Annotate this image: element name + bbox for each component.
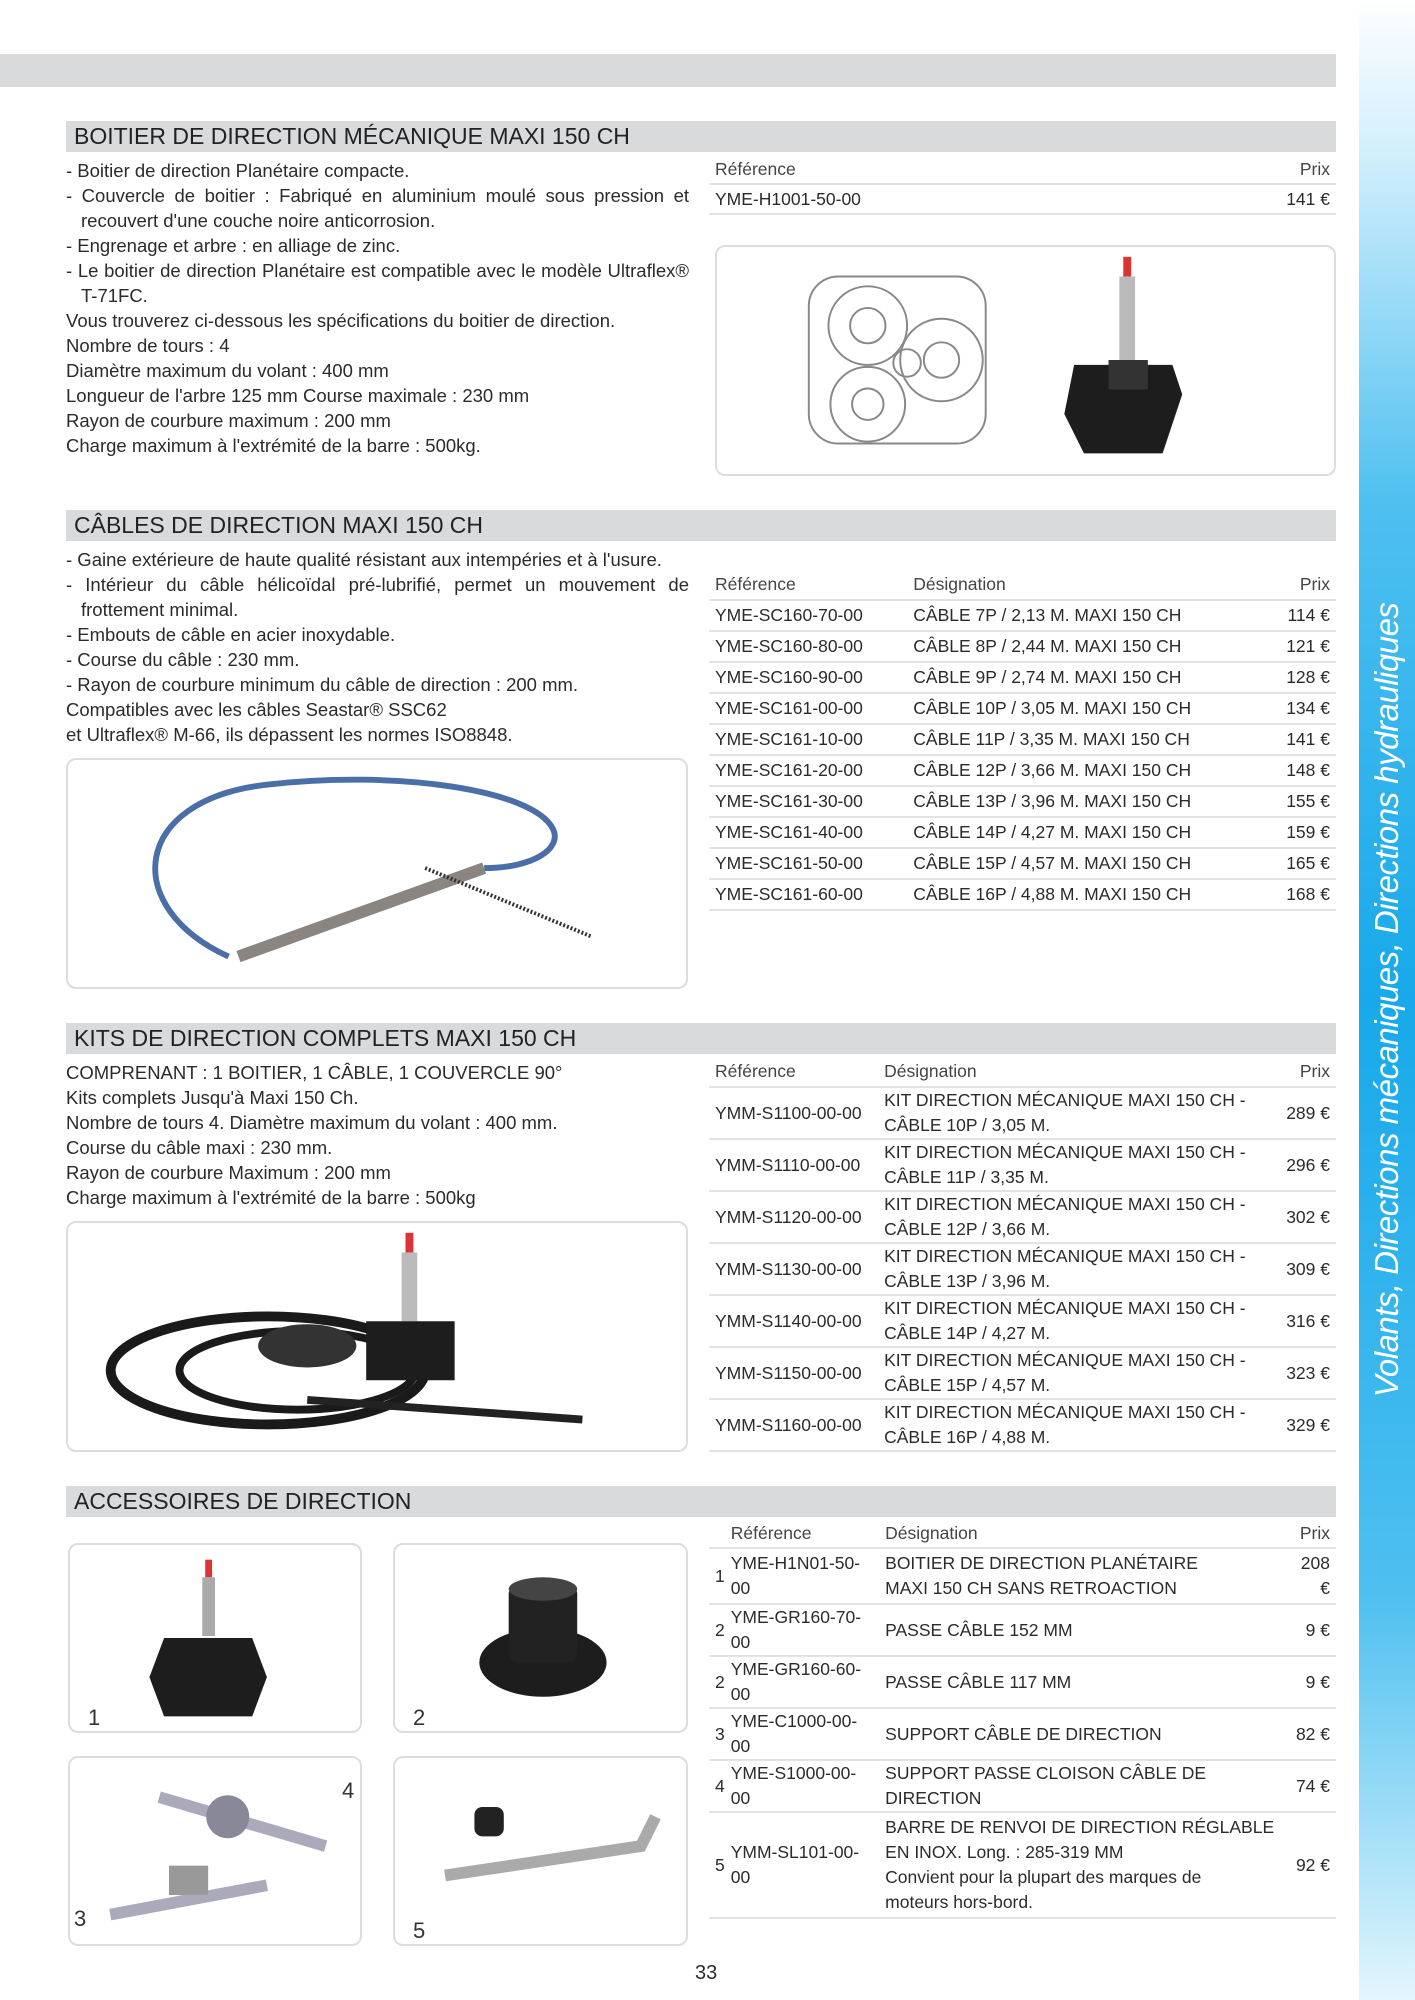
ref: YME-GR160-70-00 [725, 1604, 879, 1656]
col-des: Désignation [878, 1057, 1276, 1087]
spec-line: COMPRENANT : 1 BOITIER, 1 CÂBLE, 1 COUVERCLE 90° [66, 1062, 563, 1083]
prix: 82 € [1282, 1708, 1336, 1760]
des-line: SUPPORT CÂBLE DE DIRECTION [885, 1723, 1162, 1744]
bullet-item: - Embouts de câble en acier inoxydable. [66, 624, 396, 645]
prix: 114 € [1267, 600, 1336, 631]
section-title-boitier: BOITIER DE DIRECTION MÉCANIQUE MAXI 150 CH [66, 121, 1336, 152]
kit-image [66, 1221, 688, 1452]
table-row [709, 724, 1336, 755]
spec-line: et Ultraflex® M-66, ils dépassent les normes ISO8848. [66, 724, 513, 745]
spec-line: Charge maximum à l'extrémité de la barre : 500kg [66, 1187, 476, 1208]
des-line: KIT DIRECTION MÉCANIQUE MAXI 150 CH - [884, 1402, 1246, 1422]
designation [878, 1191, 1276, 1243]
ref: YME-SC160-90-00 [709, 662, 907, 693]
table-row [709, 1191, 1336, 1243]
boitier-image [715, 245, 1336, 476]
des-line: KIT DIRECTION MÉCANIQUE MAXI 150 CH - [884, 1350, 1246, 1370]
accessoires-table [709, 1520, 1336, 1919]
ref: YMM-S1110-00-00 [709, 1139, 878, 1191]
spec-line: Kits complets Jusqu'à Maxi 150 Ch. [66, 1087, 359, 1108]
des: CÂBLE 7P / 2,13 M. MAXI 150 CH [907, 600, 1267, 631]
table-row [709, 1708, 1336, 1760]
col-ref: Référence [709, 156, 1172, 184]
table-row [709, 755, 1336, 786]
des: CÂBLE 12P / 3,66 M. MAXI 150 CH [907, 755, 1267, 786]
table-row [709, 1347, 1336, 1399]
designation [879, 1760, 1282, 1812]
table-row [709, 1243, 1336, 1295]
prix: 289 € [1276, 1087, 1336, 1139]
prix: 92 € [1282, 1812, 1336, 1918]
ref: YME-SC160-70-00 [709, 600, 907, 631]
spec-line: Longueur de l'arbre 125 mm Course maximale : 230 mm [66, 385, 530, 406]
des-line: SUPPORT PASSE CLOISON CÂBLE DE DIRECTION [885, 1763, 1207, 1808]
accessory-label-5: 5 [413, 1918, 426, 1943]
des-line: EN INOX. Long. : 285-319 MM [885, 1842, 1124, 1862]
designation [879, 1656, 1282, 1708]
prix: 128 € [1267, 662, 1336, 693]
des-line: KIT DIRECTION MÉCANIQUE MAXI 150 CH - [884, 1246, 1246, 1266]
des-line: PASSE CÂBLE 117 MM [885, 1671, 1072, 1692]
designation [879, 1548, 1282, 1604]
table-row [709, 1656, 1336, 1708]
table-row [709, 184, 1336, 214]
des-line: KIT DIRECTION MÉCANIQUE MAXI 150 CH - [884, 1298, 1246, 1318]
des-line: PASSE CÂBLE 152 MM [885, 1619, 1073, 1640]
col-des: Désignation [879, 1520, 1282, 1548]
des: CÂBLE 10P / 3,05 M. MAXI 150 CH [907, 693, 1267, 724]
des-line: KIT DIRECTION MÉCANIQUE MAXI 150 CH - [884, 1090, 1246, 1110]
des-line: moteurs hors-bord. [885, 1892, 1033, 1912]
table-row [709, 1087, 1336, 1139]
prix: 165 € [1267, 848, 1336, 879]
col-prix: Prix [1276, 1057, 1336, 1087]
des-line: BARRE DE RENVOI DE DIRECTION RÉGLABLE [885, 1817, 1275, 1837]
bullet-item: - Boitier de direction Planétaire compacte. [66, 160, 410, 181]
ref: YMM-S1150-00-00 [709, 1347, 878, 1399]
des: CÂBLE 16P / 4,88 M. MAXI 150 CH [907, 879, 1267, 910]
ref: YME-SC161-50-00 [709, 848, 907, 879]
spec-line: Diamètre maximum du volant : 400 mm [66, 360, 389, 381]
prix: 329 € [1276, 1399, 1336, 1451]
table-row [709, 1295, 1336, 1347]
accessory-label-2: 2 [413, 1705, 426, 1730]
des-line: BOITIER DE DIRECTION PLANÉTAIRE [885, 1553, 1198, 1573]
designation [878, 1347, 1276, 1399]
table-row [709, 1604, 1336, 1656]
ref: YME-H1001-50-00 [709, 184, 1172, 214]
accessory-image-5 [393, 1756, 688, 1946]
prix: 9 € [1282, 1656, 1336, 1708]
des-line: CÂBLE 11P / 3,35 M. [884, 1167, 1049, 1187]
col-ref: Référence [709, 1057, 878, 1087]
des-line: MAXI 150 CH SANS RETROACTION [885, 1578, 1177, 1598]
item-number: 2 [709, 1656, 725, 1708]
des-line: CÂBLE 15P / 4,57 M. [884, 1375, 1051, 1395]
prix: 74 € [1282, 1760, 1336, 1812]
accessory-image-1 [68, 1543, 362, 1733]
table-row [709, 631, 1336, 662]
accessory-label-4: 4 [342, 1778, 355, 1803]
item-number: 3 [709, 1708, 725, 1760]
spec-line: Nombre de tours 4. Diamètre maximum du volant : 400 mm. [66, 1112, 558, 1133]
des: CÂBLE 15P / 4,57 M. MAXI 150 CH [907, 848, 1267, 879]
accessory-label-3: 3 [74, 1906, 87, 1931]
spec-line: Compatibles avec les câbles Seastar® SSC62 [66, 699, 447, 720]
table-row [709, 693, 1336, 724]
kits-table [709, 1057, 1336, 1452]
ref: YMM-S1100-00-00 [709, 1087, 878, 1139]
des-line: KIT DIRECTION MÉCANIQUE MAXI 150 CH - [884, 1142, 1246, 1162]
bullet-item: - Gaine extérieure de haute qualité résistant aux intempéries et à l'usure. [66, 549, 662, 570]
prix: 302 € [1276, 1191, 1336, 1243]
bullet-item: - Intérieur du câble hélicoïdal pré-lubrifié, permet un mouvement de frottement minimal. [66, 574, 689, 620]
spec-line: Rayon de courbure Maximum : 200 mm [66, 1162, 391, 1183]
table-row [709, 1399, 1336, 1451]
prix: 121 € [1267, 631, 1336, 662]
designation [878, 1087, 1276, 1139]
table-row [709, 662, 1336, 693]
prix: 148 € [1267, 755, 1336, 786]
table-row [709, 1139, 1336, 1191]
ref: YMM-S1130-00-00 [709, 1243, 878, 1295]
ref: YME-S1000-00-00 [725, 1760, 879, 1812]
bullet-item: - Course du câble : 230 mm. [66, 649, 300, 670]
designation [878, 1399, 1276, 1451]
item-number: 1 [709, 1548, 725, 1604]
accessory-image-2 [393, 1543, 688, 1733]
prix: 168 € [1267, 879, 1336, 910]
table-row [709, 1812, 1336, 1918]
section-title-accessoires: ACCESSOIRES DE DIRECTION [66, 1486, 1336, 1517]
ref: YME-SC161-30-00 [709, 786, 907, 817]
spec-line: Rayon de courbure maximum : 200 mm [66, 410, 391, 431]
col-des: Désignation [907, 570, 1267, 600]
table-row [709, 848, 1336, 879]
designation [878, 1295, 1276, 1347]
spec-line: Charge maximum à l'extrémité de la barre : 500kg. [66, 435, 481, 456]
kits-description [66, 1060, 689, 1210]
page-number: 33 [695, 1962, 718, 1984]
designation [879, 1708, 1282, 1760]
prix: 141 € [1267, 724, 1336, 755]
table-row [709, 1760, 1336, 1812]
col-prix: Prix [1282, 1520, 1336, 1548]
top-banner [0, 54, 1336, 87]
designation [879, 1604, 1282, 1656]
side-category-label: Volants, Directions mécaniques, Directions hydrauliques [1368, 602, 1405, 1398]
section-title-cables: CÂBLES DE DIRECTION MAXI 150 CH [66, 510, 1336, 541]
ref: YME-C1000-00-00 [725, 1708, 879, 1760]
bullet-item: - Le boitier de direction Planétaire est compatible avec le modèle Ultraflex® T-71FC. [66, 260, 689, 306]
table-row [709, 600, 1336, 631]
des-line: CÂBLE 14P / 4,27 M. [884, 1323, 1051, 1343]
ref: YME-SC160-80-00 [709, 631, 907, 662]
table-row [709, 1548, 1336, 1604]
prix: 9 € [1282, 1604, 1336, 1656]
des: CÂBLE 14P / 4,27 M. MAXI 150 CH [907, 817, 1267, 848]
prix: 208 € [1282, 1548, 1336, 1604]
section-title-kits: KITS DE DIRECTION COMPLETS MAXI 150 CH [66, 1023, 1336, 1054]
des-line: CÂBLE 12P / 3,66 M. [884, 1219, 1051, 1239]
ref: YMM-S1120-00-00 [709, 1191, 878, 1243]
ref: YME-H1N01-50-00 [725, 1548, 879, 1604]
des-line: Convient pour la plupart des marques de [885, 1867, 1202, 1887]
cables-description [66, 547, 689, 747]
ref: YMM-S1140-00-00 [709, 1295, 878, 1347]
table-row [709, 879, 1336, 910]
table-row [709, 817, 1336, 848]
designation [878, 1139, 1276, 1191]
prix: 134 € [1267, 693, 1336, 724]
ref: YME-SC161-20-00 [709, 755, 907, 786]
prix: 141 € [1172, 184, 1336, 214]
des: CÂBLE 11P / 3,35 M. MAXI 150 CH [907, 724, 1267, 755]
col-ref: Référence [725, 1520, 879, 1548]
boitier-description [66, 158, 689, 458]
boitier-table [709, 156, 1336, 215]
cable-image [66, 758, 688, 989]
col-prix: Prix [1267, 570, 1336, 600]
spec-line: Nombre de tours : 4 [66, 335, 230, 356]
des-line: KIT DIRECTION MÉCANIQUE MAXI 150 CH - [884, 1194, 1246, 1214]
des: CÂBLE 9P / 2,74 M. MAXI 150 CH [907, 662, 1267, 693]
spec-line: Vous trouverez ci-dessous les spécifications du boitier de direction. [66, 310, 616, 331]
prix: 323 € [1276, 1347, 1336, 1399]
bullet-item: - Rayon de courbure minimum du câble de direction : 200 mm. [66, 674, 579, 695]
designation [878, 1243, 1276, 1295]
spec-line: Course du câble maxi : 230 mm. [66, 1137, 333, 1158]
item-number: 5 [709, 1812, 725, 1918]
accessory-label-1: 1 [88, 1705, 101, 1730]
prix: 296 € [1276, 1139, 1336, 1191]
ref: YMM-SL101-00-00 [725, 1812, 879, 1918]
table-row [709, 786, 1336, 817]
ref: YME-SC161-40-00 [709, 817, 907, 848]
ref: YMM-S1160-00-00 [709, 1399, 878, 1451]
item-number: 2 [709, 1604, 725, 1656]
des: CÂBLE 8P / 2,44 M. MAXI 150 CH [907, 631, 1267, 662]
prix: 316 € [1276, 1295, 1336, 1347]
ref: YME-SC161-10-00 [709, 724, 907, 755]
accessory-image-34 [68, 1756, 362, 1946]
col-prix: Prix [1172, 156, 1336, 184]
des-line: CÂBLE 13P / 3,96 M. [884, 1271, 1051, 1291]
bullet-item: - Engrenage et arbre : en alliage de zinc. [66, 235, 401, 256]
cables-table [709, 570, 1336, 911]
des-line: CÂBLE 16P / 4,88 M. [884, 1427, 1051, 1447]
des: CÂBLE 13P / 3,96 M. MAXI 150 CH [907, 786, 1267, 817]
prix: 309 € [1276, 1243, 1336, 1295]
prix: 155 € [1267, 786, 1336, 817]
ref: YME-SC161-60-00 [709, 879, 907, 910]
col-ref: Référence [709, 570, 907, 600]
ref: YME-GR160-60-00 [725, 1656, 879, 1708]
des-line: CÂBLE 10P / 3,05 M. [884, 1115, 1051, 1135]
item-number: 4 [709, 1760, 725, 1812]
prix: 159 € [1267, 817, 1336, 848]
ref: YME-SC161-00-00 [709, 693, 907, 724]
bullet-item: - Couvercle de boitier : Fabriqué en aluminium moulé sous pression et recouvert d'une couche noire anticorrosion. [66, 185, 689, 231]
designation [879, 1812, 1282, 1918]
